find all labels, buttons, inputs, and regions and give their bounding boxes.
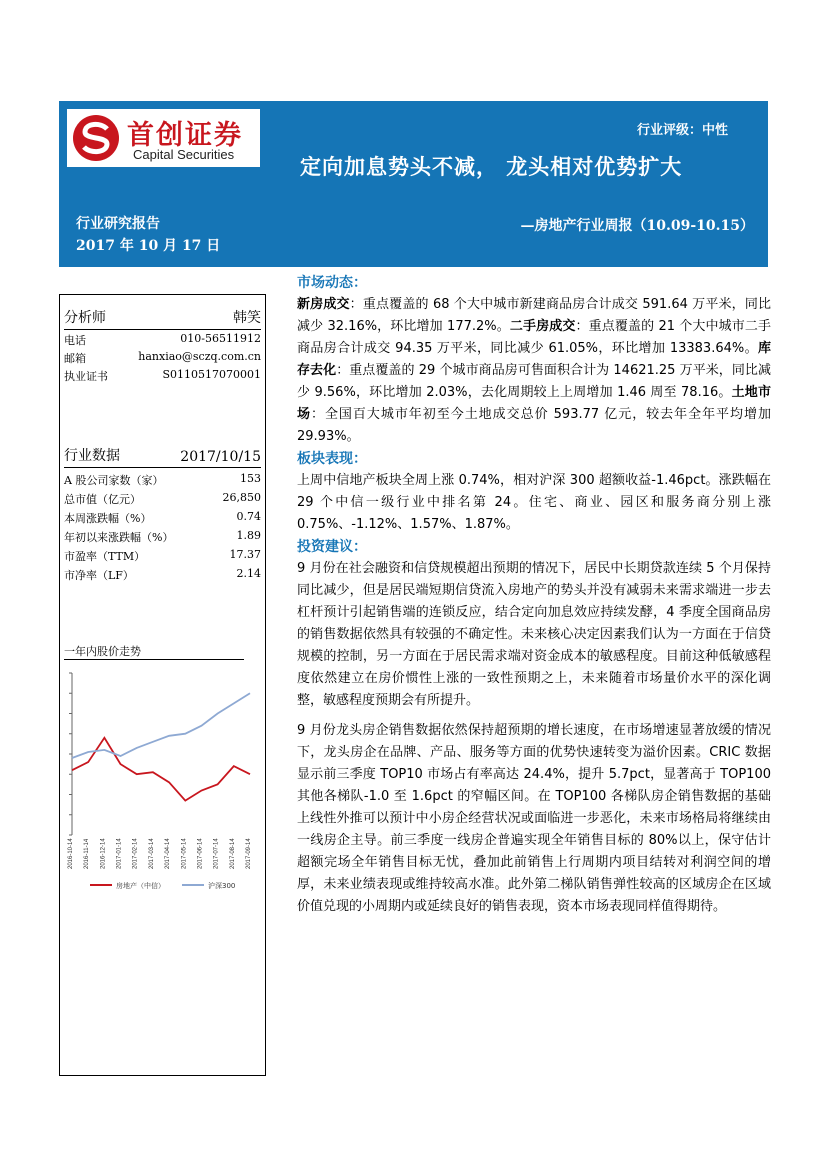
industry-data-date: 2017/10/15 (180, 449, 261, 465)
main-content (297, 272, 771, 918)
paragraph-text: ：重点覆盖的 29 个城市商品房可售面积合计为 14621.25 万平米，同比减少 9.56%，环比增加 2.03%，去化周期较上上周增加 1.46 周至 78.16。 (297, 363, 771, 400)
analyst-license-label: 执业证书 (64, 370, 108, 383)
bold-term: 二手房成交 (509, 319, 576, 334)
analyst-phone-label: 电话 (64, 334, 86, 347)
capital-securities-logo-icon (71, 113, 121, 163)
sidebar (59, 294, 266, 1076)
industry-row (64, 547, 261, 565)
section-paragraph (297, 720, 771, 918)
industry-row-label: 市净率（LF） (64, 569, 134, 582)
section-heading: 市场动态： (297, 275, 367, 291)
paragraph-text: 9 月份龙头房企销售数据依然保持超预期的增长速度，在市场增速显著放缓的情况下，龙头房企在品牌、产品、服务等方面的优势快速转变为溢价因素。CRIC 数据显示前三季度 TOP10 市场占有率高达 24.4%，提升 5.7pct，显著高于 TOP100 其他各梯队-1.0 至 1.6pct 的窄幅区间。在 TOP100 各梯队房企销售数据的基础上线性外推可以预计中小房企经营状况或面临进一步恶化，未来市场格局将继续由一线房企主导。前三季度一线房企普遍实现全年销售目标的 80%以上，保守估计超额完场全年销售目标无忧，叠加此前销售上行周期内项目结转对利润空间的增厚，未来业绩表现或维持较高水准。此外第二梯队销售弹性较高的区域房企在区域价值兑现的小周期内或延续良好的销售表现，资本市场表现同样值得期待。 (297, 723, 771, 914)
paragraph-text: 9 月份在社会融资和信贷规模超出预期的情况下，居民中长期贷款连续 5 个月保持同比减少，但是居民端短期信贷流入房地产的势头并没有减弱未来需求端进一步去杠杆预计引起销售端的连锁反应，结合定向加息效应持续发酵，4 季度全国商品房的销售数据依然具有较强的不确定性。未来核心决定因素我们认为一方面在于信贷规模的控制，另一方面在于居民需求端对资金成本的敏感程度。目前这种低敏感程度依然建立在房价惯性上涨的一致性预期之上，未来随着市场量价水平的深化调整，敏感程度预期会有所提升。 (297, 561, 771, 708)
x-tick-label: 2017-08-14 (229, 838, 236, 869)
legend-label: 房地产（中信） (116, 882, 165, 890)
industry-row-label: A 股公司家数（家） (64, 474, 164, 487)
x-tick-label: 2016-10-14 (68, 838, 74, 869)
analyst-license: S0110517070001 (162, 368, 261, 381)
industry-row (64, 471, 261, 489)
industry-row-label: 年初以来涨跌幅（%） (64, 531, 174, 544)
x-tick-label: 2017-09-14 (246, 838, 252, 869)
industry-row (64, 528, 261, 546)
section-heading: 板块表现： (297, 451, 367, 467)
stock-price-chart (60, 665, 265, 915)
analyst-phone-row (64, 331, 261, 349)
section-heading: 投资建议： (297, 539, 367, 555)
industry-row (64, 566, 261, 584)
x-tick-label: 2017-06-14 (197, 838, 204, 869)
bold-term: 土地市场 (297, 385, 771, 422)
bold-term: 库存去化 (297, 341, 771, 378)
industry-data-header (64, 445, 261, 468)
x-tick-label: 2017-03-14 (148, 838, 155, 869)
industry-row-value: 0.74 (236, 510, 261, 523)
paragraph-text: ：重点覆盖的 21 个大中城市二手商品房合计成交 94.35 万平米，同比减少 61.05%，环比增加 13383.64%。 (297, 319, 771, 356)
industry-rating: 行业评级：中性 (636, 123, 728, 138)
paragraph-text: ：全国百大城市年初至今土地成交总价 593.77 亿元，较去年全年平均增加 29.93%。 (297, 407, 771, 444)
industry-row-label: 总市值（亿元） (64, 493, 141, 506)
industry-row-value: 17.37 (229, 548, 261, 561)
x-tick-label: 2016-12-14 (100, 838, 107, 869)
analyst-label: 分析师 (64, 310, 106, 326)
report-subtitle: —房地产行业周报（10.09-10.15） (520, 218, 754, 234)
industry-data-label: 行业数据 (64, 448, 120, 464)
analyst-email-label: 邮箱 (64, 352, 86, 365)
analyst-email: hanxiao@sczq.com.cn (138, 350, 261, 363)
report-title: 定向加息势头不减， 龙头相对优势扩大 (300, 154, 683, 179)
legend-label: 沪深300 (208, 882, 236, 890)
chart-title: 一年内股价走势 (64, 643, 244, 660)
industry-row-label: 市盈率（TTM） (64, 550, 146, 563)
x-tick-label: 2017-04-14 (165, 838, 172, 869)
section-paragraph (297, 470, 771, 536)
analyst-name: 韩笑 (233, 310, 261, 326)
header-banner (59, 101, 768, 267)
x-tick-label: 2017-05-14 (181, 838, 188, 869)
x-tick-label: 2017-07-14 (213, 838, 220, 869)
section-paragraph (297, 558, 771, 712)
analyst-header (64, 307, 261, 330)
x-tick-label: 2017-01-14 (116, 838, 123, 869)
analyst-phone: 010-56511912 (180, 332, 261, 345)
series-line-1 (72, 693, 250, 758)
section-paragraph (297, 294, 771, 448)
bold-term: 新房成交 (297, 297, 350, 312)
report-type: 行业研究报告 (76, 216, 160, 232)
industry-row-value: 1.89 (236, 529, 261, 542)
paragraph-text: ：重点覆盖的 68 个大中城市新建商品房合计成交 591.64 万平米，同比减少 32.16%，环比增加 177.2%。 (297, 297, 771, 334)
series-line-0 (72, 738, 250, 801)
x-tick-label: 2016-11-14 (84, 838, 91, 869)
industry-row (64, 490, 261, 508)
industry-row (64, 509, 261, 527)
paragraph-text: 上周中信地产板块全周上涨 0.74%，相对沪深 300 超额收益-1.46pct。涨跌幅在 29 个中信一级行业中排名第 24。住宅、商业、园区和服务商分别上涨 0.75%、-1.12%、1.57%、1.87%。 (297, 473, 771, 532)
industry-row-value: 153 (240, 472, 261, 485)
industry-row-label: 本周涨跌幅（%） (64, 512, 152, 525)
report-date: 2017 年 10 月 17 日 (76, 238, 221, 254)
x-tick-label: 2017-02-14 (132, 838, 139, 869)
logo-english-name: Capital Securities (133, 147, 235, 162)
industry-row-value: 2.14 (236, 567, 261, 580)
analyst-email-row (64, 349, 261, 367)
logo (67, 109, 260, 167)
logo-chinese-name: 首创证券 (127, 120, 243, 151)
analyst-license-row (64, 367, 261, 385)
industry-row-value: 26,850 (222, 491, 261, 504)
